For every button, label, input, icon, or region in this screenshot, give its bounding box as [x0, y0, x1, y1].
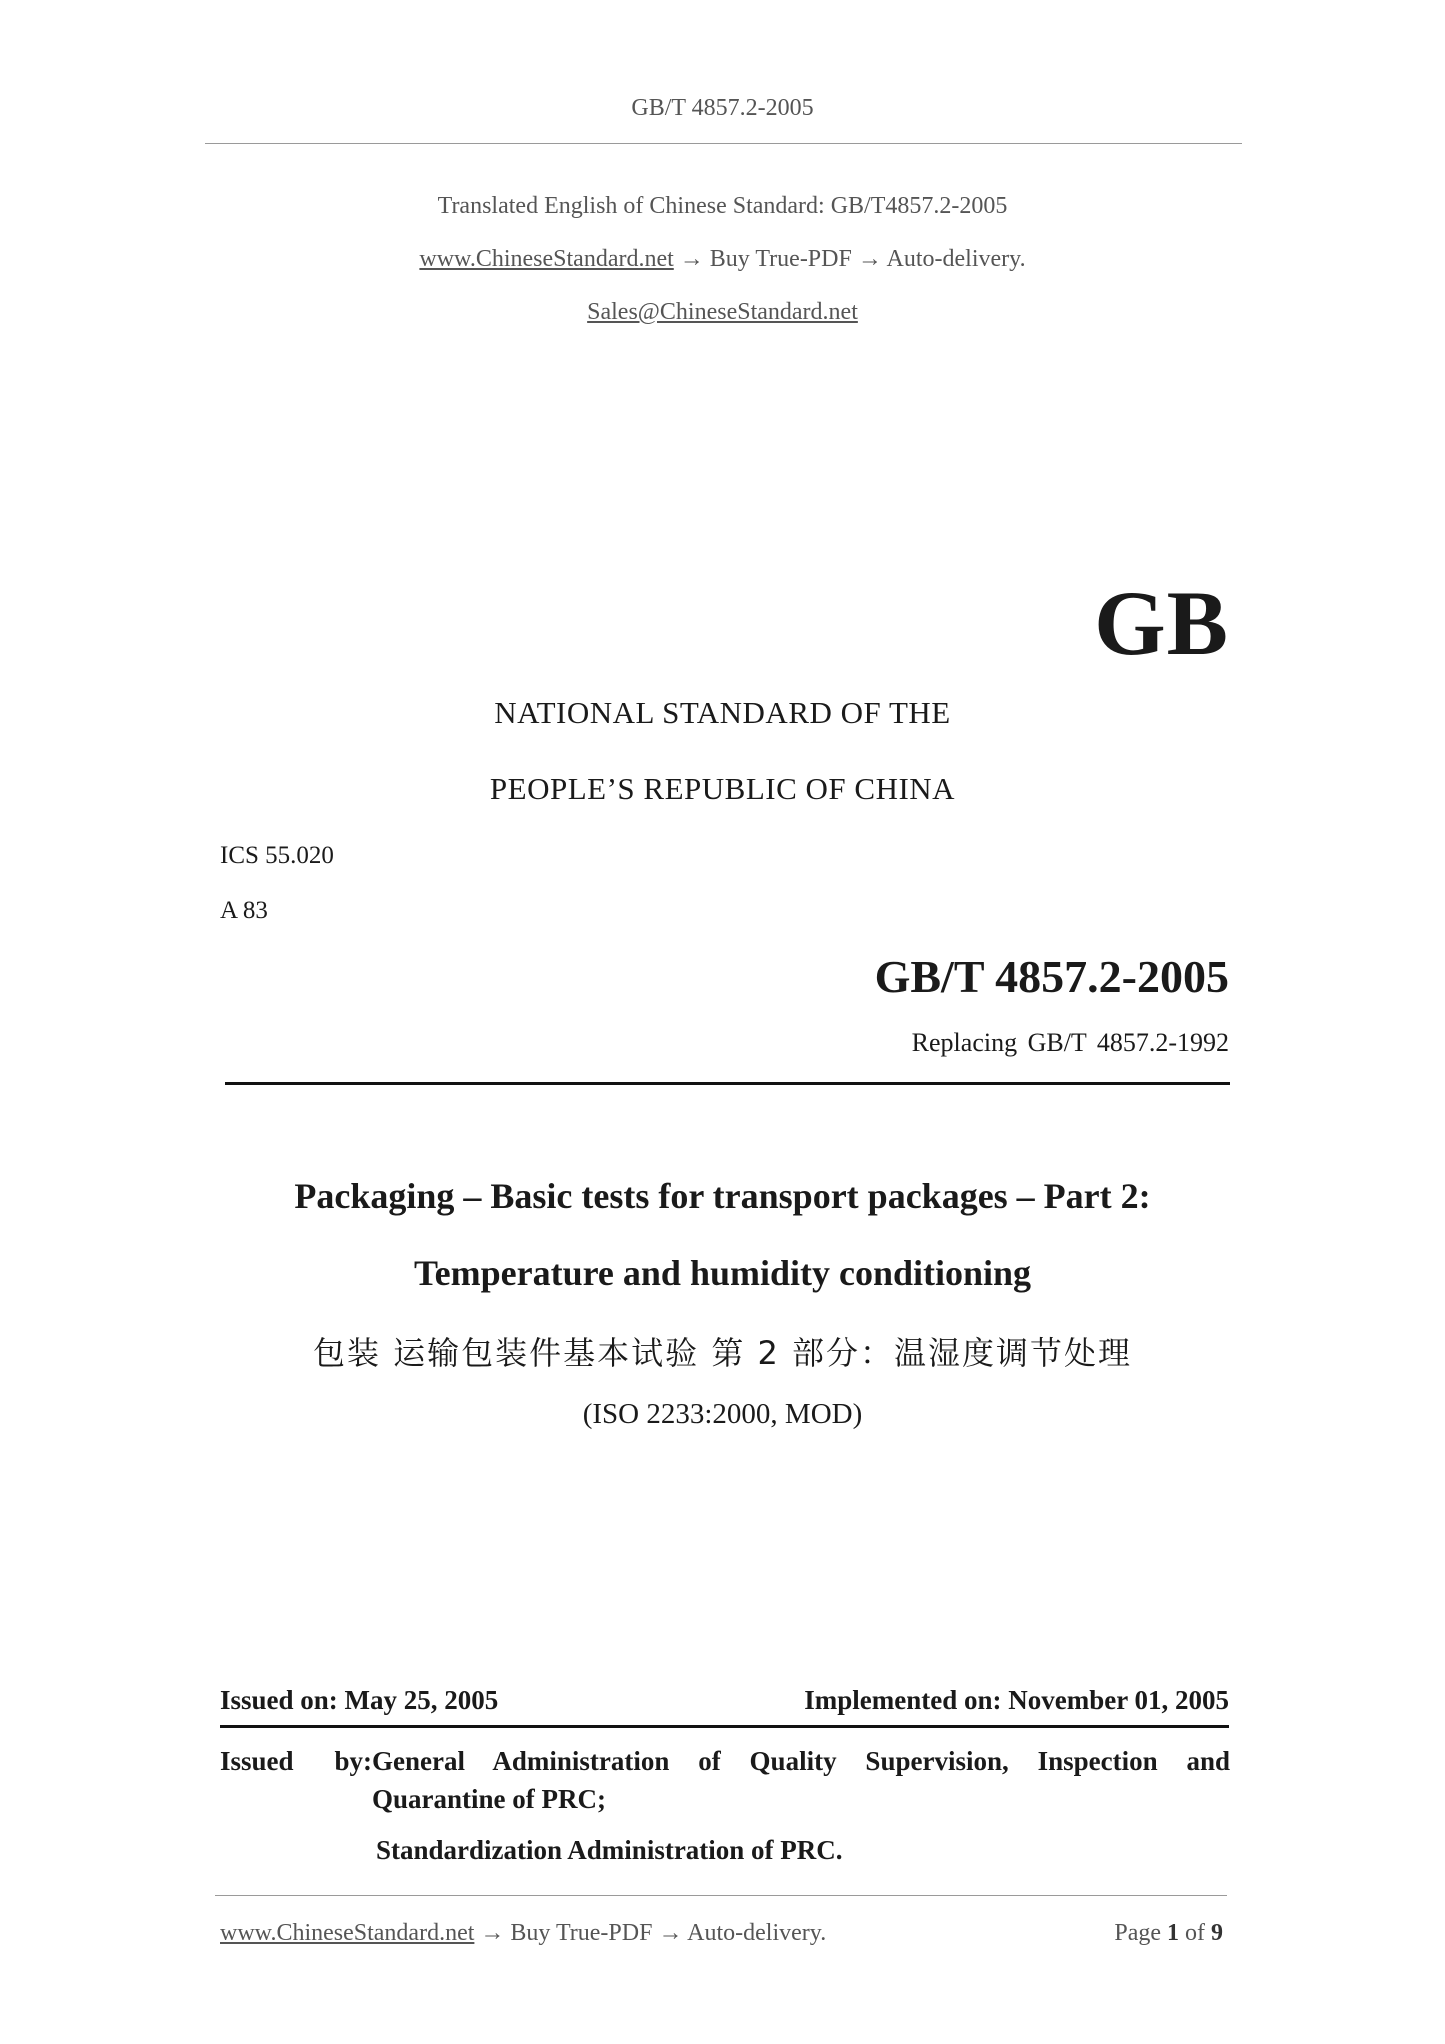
translation-notice: Translated English of Chinese Standard: GB/T4857.2-2005: [437, 193, 1008, 219]
delivery-text: Auto-delivery.: [886, 246, 1026, 272]
arrow-right-icon: →: [480, 1920, 505, 1946]
issue-divider: [220, 1725, 1229, 1728]
page-label: Page: [1114, 1920, 1161, 1946]
national-standard-line1: NATIONAL STANDARD OF THE: [494, 695, 951, 730]
gb-logo: GB: [1094, 572, 1229, 674]
issuer-primary-cont: Quarantine of PRC;: [372, 1784, 606, 1814]
replacing-note: Replacing GB/T 4857.2-1992: [911, 1028, 1229, 1057]
title-english-line2: Temperature and humidity conditioning: [413, 1253, 1032, 1293]
site-link[interactable]: www.ChineseStandard.net: [419, 246, 674, 272]
issuer-primary: General Administration of Quality Supervision, Inspection and: [372, 1746, 1230, 1776]
issuer-secondary: Standardization Administration of PRC.: [376, 1835, 843, 1865]
footer-divider: [215, 1895, 1227, 1896]
header-divider: [205, 143, 1242, 144]
standard-number: GB/T 4857.2-2005: [874, 951, 1229, 1002]
page-current: 1: [1167, 1920, 1179, 1946]
buy-links-line: [0, 246, 1445, 273]
buy-text: Buy True-PDF: [709, 246, 852, 272]
page-total: 9: [1211, 1920, 1223, 1946]
footer-site-link[interactable]: www.ChineseStandard.net: [220, 1920, 475, 1946]
ccs-code: A 83: [220, 897, 268, 924]
arrow-right-icon: →: [857, 246, 882, 272]
footer-delivery-text: Auto-delivery.: [687, 1920, 827, 1946]
national-standard-line2: PEOPLE’S REPUBLIC OF CHINA: [489, 771, 956, 806]
issued-by-label: Issued by:: [220, 1746, 372, 1776]
title-english-line1: Packaging – Basic tests for transport packages – Part 2:: [294, 1176, 1151, 1216]
ics-code: ICS 55.020: [220, 842, 334, 869]
page-indicator: [1114, 1920, 1223, 1947]
arrow-right-icon: →: [658, 1920, 683, 1946]
email-line: [0, 299, 1445, 326]
issued-by-block: [220, 1742, 1230, 1869]
iso-reference: (ISO 2233:2000, MOD): [582, 1398, 863, 1430]
footer-buy-text: Buy True-PDF: [510, 1920, 653, 1946]
title-divider: [225, 1082, 1230, 1085]
title-chinese: 包装 运输包装件基本试验 第 2 部分：温湿度调节处理: [312, 1334, 1133, 1372]
running-header: GB/T 4857.2-2005: [631, 95, 814, 121]
footer-links: [220, 1920, 826, 1947]
issued-on-date: Issued on: May 25, 2005: [220, 1685, 499, 1715]
page-of: of: [1185, 1920, 1205, 1946]
issued-by-line1: [220, 1742, 1230, 1780]
arrow-right-icon: →: [679, 246, 704, 272]
email-link[interactable]: Sales@ChineseStandard.net: [587, 299, 858, 325]
implemented-on-date: Implemented on: November 01, 2005: [804, 1685, 1229, 1715]
